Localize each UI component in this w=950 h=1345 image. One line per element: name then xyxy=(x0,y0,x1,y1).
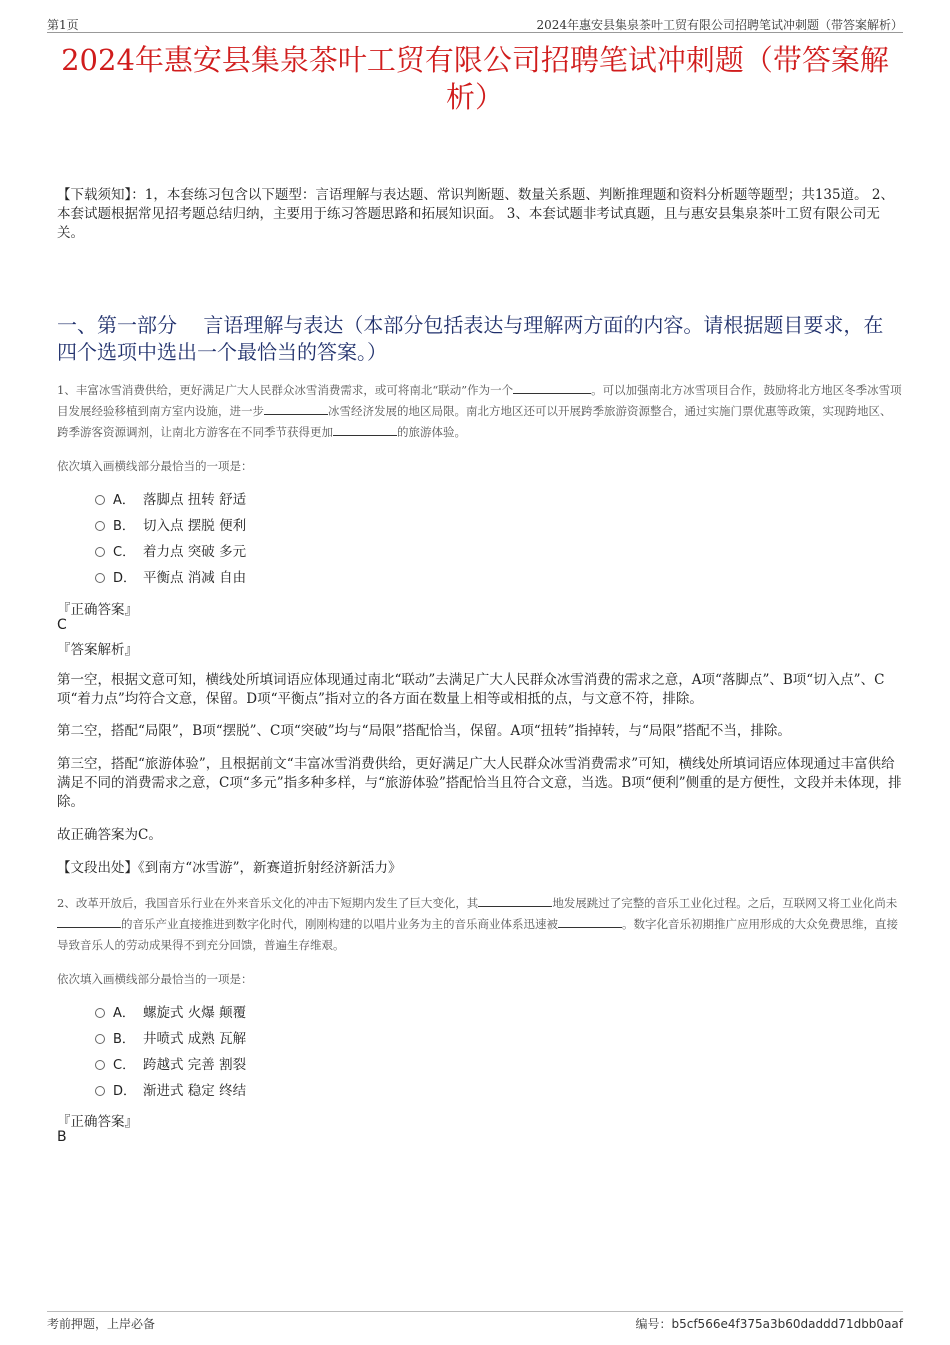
q1-option-b[interactable]: B． 切入点 摆脱 便利 xyxy=(95,516,246,536)
footer-code: 编号：b5cf566e4f375a3b60daddd71dbb0aaf xyxy=(635,1317,903,1331)
radio-icon[interactable] xyxy=(95,521,105,531)
blank-1 xyxy=(478,894,552,907)
q2-option-a[interactable]: A． 螺旋式 火爆 颠覆 xyxy=(95,1003,246,1023)
question-1-prompt: 依次填入画横线部分最恰当的一项是： xyxy=(57,459,253,473)
q1-option-d[interactable]: D． 平衡点 消减 自由 xyxy=(95,568,246,588)
radio-icon[interactable] xyxy=(95,1086,105,1096)
radio-icon[interactable] xyxy=(95,1008,105,1018)
blank-3 xyxy=(558,915,622,928)
blank-1 xyxy=(513,381,591,394)
q1-analysis-3: 第三空，搭配“旅游体验”，且根据前文“丰富冰雪消费供给，更好满足广大人民群众冰雪消费需求”可知，横线处所填词语应体现通过丰富供给满足不同的消费需求之意，C项“多元”指多种多样，与“旅游体验”搭配恰当且符合文意，当选。B项“便利”侧重的是方便性，文段并未体现，排除。 xyxy=(57,756,902,810)
q1-conclusion: 故正确答案为C。 xyxy=(57,827,162,843)
header-doc-title: 2024年惠安县集泉茶叶工贸有限公司招聘笔试冲刺题（带答案解析） xyxy=(536,18,903,32)
section-heading: 一、第一部分 言语理解与表达（本部分包括表达与理解两方面的内容。请根据题目要求，在四个选项中选出一个最恰当的答案。） xyxy=(57,313,884,364)
blank-2 xyxy=(264,402,328,415)
question-2-prompt: 依次填入画横线部分最恰当的一项是： xyxy=(57,972,253,986)
q1-analysis-label: 『答案解析』 xyxy=(57,642,138,658)
q1-source: 【文段出处】《到南方“冰雪游”，新赛道折射经济新活力》 xyxy=(57,860,402,876)
q1-option-c[interactable]: C． 着力点 突破 多元 xyxy=(95,542,246,562)
q2-option-b[interactable]: B． 井喷式 成熟 瓦解 xyxy=(95,1029,246,1049)
download-notice: 【下载须知】：1，本套练习包含以下题型：言语理解与表达题、常识判断题、数量关系题、判断推理题和资料分析题等题型；共135道。 2、本套试题根据常见招考题总结归纳，主要用于练习答题思路和拓展知识面。 3、本套试题非考试真题，且与惠安县集泉茶叶工贸有限公司无关。 xyxy=(57,187,894,241)
question-1-stem: 1、丰富冰雪消费供给，更好满足广大人民群众冰雪消费需求，或可将南北“联动”作为一个 。可以加强南北方冰雪项目合作，鼓励将北方地区冬季冰雪项目发展经验移植到南方室内设施，进一步 冰雪经济发展的地区局限。南北方地区还可以开展跨季旅游资源整合，通过实施门票优惠等政策，实现跨地区、跨季游客资源调剂，让南北方游客在不同季节获得更加 的旅游体验。 xyxy=(57,383,902,439)
document-title: 2024年惠安县集泉茶叶工贸有限公司招聘笔试冲刺题（带答案解析） xyxy=(61,43,889,114)
blank-2 xyxy=(57,915,121,928)
q2-answer: B xyxy=(57,1129,67,1145)
page-number: 第1页 xyxy=(47,18,79,32)
radio-icon[interactable] xyxy=(95,547,105,557)
q1-answer: C xyxy=(57,617,67,633)
q1-option-a[interactable]: A． 落脚点 扭转 舒适 xyxy=(95,490,246,510)
radio-icon[interactable] xyxy=(95,1060,105,1070)
page-footer xyxy=(47,1311,903,1331)
q2-answer-label: 『正确答案』 xyxy=(57,1114,138,1130)
question-2-stem: 2、改革开放后，我国音乐行业在外来音乐文化的冲击下短期内发生了巨大变化，其 地发展跳过了完整的音乐工业化过程。之后，互联网又将工业化尚未的音乐产业直接推进到数字化时代，刚刚构建的以唱片业务为主的音乐商业体系迅速被 。数字化音乐初期推广应用形成的大众免费思维，直接导致音乐人的劳动成果得不到充分回馈，普遍生存维艰。 xyxy=(57,896,898,952)
footer-slogan: 考前押题，上岸必备 xyxy=(47,1317,156,1331)
radio-icon[interactable] xyxy=(95,573,105,583)
q1-answer-label: 『正确答案』 xyxy=(57,602,138,618)
q2-option-c[interactable]: C． 跨越式 完善 割裂 xyxy=(95,1055,246,1075)
radio-icon[interactable] xyxy=(95,495,105,505)
page-header xyxy=(47,14,903,33)
radio-icon[interactable] xyxy=(95,1034,105,1044)
q1-analysis-2: 第二空，搭配“局限”，B项“摆脱”、C项“突破”均与“局限”搭配恰当，保留。A项“扭转”指掉转，与“局限”搭配不当，排除。 xyxy=(57,723,791,739)
blank-3 xyxy=(333,423,397,436)
q2-option-d[interactable]: D． 渐进式 稳定 终结 xyxy=(95,1081,246,1101)
q1-analysis-1: 第一空，根据文意可知，横线处所填词语应体现通过南北“联动”去满足广大人民群众冰雪消费的需求之意，A项“落脚点”、B项“切入点”、C项“着力点”均符合文意，保留。D项“平衡点”指对立的各方面在数量上相等或相抵的点，与文意不符，排除。 xyxy=(57,672,885,707)
